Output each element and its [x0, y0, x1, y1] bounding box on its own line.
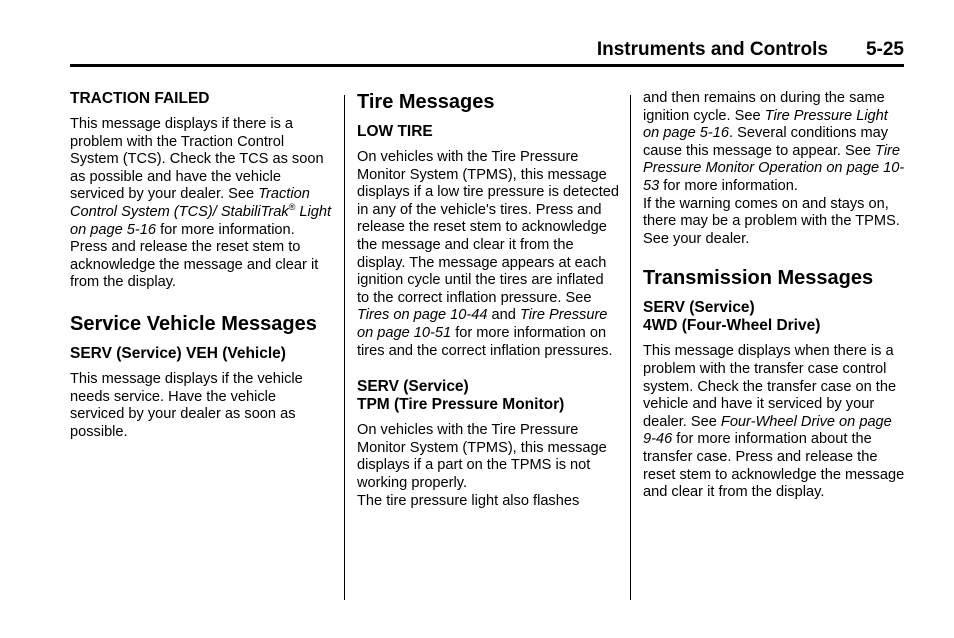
serv-tpm-heading: SERV (Service) TPM (Tire Pressure Monitor): [357, 378, 565, 414]
serv-veh-text: This message displays if the vehicle needs service. Have the vehicle serviced by your dealer as soon as possible.: [70, 370, 303, 440]
tire-pressure-link[interactable]: Tire Pressure on page 10-51: [357, 307, 608, 341]
registered-mark: ®: [288, 202, 296, 213]
section-title: Instruments and Controls: [596, 39, 828, 60]
page-number: 5-25: [865, 39, 904, 60]
low-tire-text: On vehicles with the Tire Pressure Monitor System (TPMS), this message displays if a low tire pressure is detected in any of the vehicle's tires. Press and release the reset stem to acknowledge the message and clear it from the display. The message appears at each ignition cycle until the tires are inflated to the correct inflation pressure. See Tires on page 10-44 and Tire Pressure on page 10-51 for more information on tires and the correct inflation pressures.: [357, 149, 619, 359]
traction-control-link[interactable]: Traction Control System (TCS)/ StabiliTrak: [70, 186, 310, 220]
serv-4wd-heading: SERV (Service) 4WD (Four-Wheel Drive): [643, 299, 821, 335]
tire-pressure-light-link[interactable]: Tire Pressure Light on page 5-16: [643, 107, 888, 142]
tires-link[interactable]: Tires on page 10-44: [357, 307, 488, 324]
low-tire-heading: LOW TIRE: [357, 123, 433, 140]
traction-failed-text: This message displays if there is a problem with the Traction Control System (TCS). Check the TCS as soon as possible and have the vehicle serviced by your dealer. See Traction Control System (TCS)/ StabiliTrak® Light on page 5-16 for more information. Press and release the reset stem to acknowledge the message and clear it from the display.: [70, 116, 332, 291]
traction-light-link[interactable]: Light on page 5-16: [70, 203, 332, 238]
column-divider: [344, 95, 345, 600]
serv-veh-heading: SERV (Service) VEH (Vehicle): [70, 344, 286, 362]
serv-4wd-text: This message displays when there is a problem with the transfer case control system. Check the transfer case on the vehicle and have it serviced by your dealer. See Four-Wheel Drive on page 9-46 for more information about the transfer case. Press and release the reset stem to acknowledge the message and clear it from the display.: [643, 343, 905, 501]
column-divider: [630, 95, 631, 600]
transmission-messages-heading: Transmission Messages: [643, 267, 874, 290]
tpm-continued-text: and then remains on during the same ignition cycle. See Tire Pressure Light on page 5-16. Several conditions may cause this message to appear. See Tire Pressure Monitor Operation on page 10-53 for more information.: [643, 90, 905, 194]
tpm-operation-link[interactable]: Tire Pressure Monitor Operation on page 10-53: [643, 142, 905, 194]
four-wheel-drive-link[interactable]: Four-Wheel Drive on page 9-46: [643, 413, 892, 448]
page-header: [70, 36, 904, 67]
column-3: [643, 90, 905, 502]
tire-messages-heading: Tire Messages: [357, 91, 495, 113]
service-vehicle-heading: Service Vehicle Messages: [70, 312, 317, 335]
column-1: [70, 90, 332, 441]
tpm-warning-text: If the warning comes on and stays on, there may be a problem with the TPMS. See your dealer.: [643, 195, 900, 247]
traction-failed-heading: TRACTION FAILED: [70, 90, 210, 107]
serv-tpm-text-continued: The tire pressure light also flashes: [357, 492, 580, 509]
serv-tpm-text: On vehicles with the Tire Pressure Monitor System (TPMS), this message displays if a part on the TPMS is not working properly.: [357, 422, 607, 491]
column-2: [357, 90, 619, 510]
